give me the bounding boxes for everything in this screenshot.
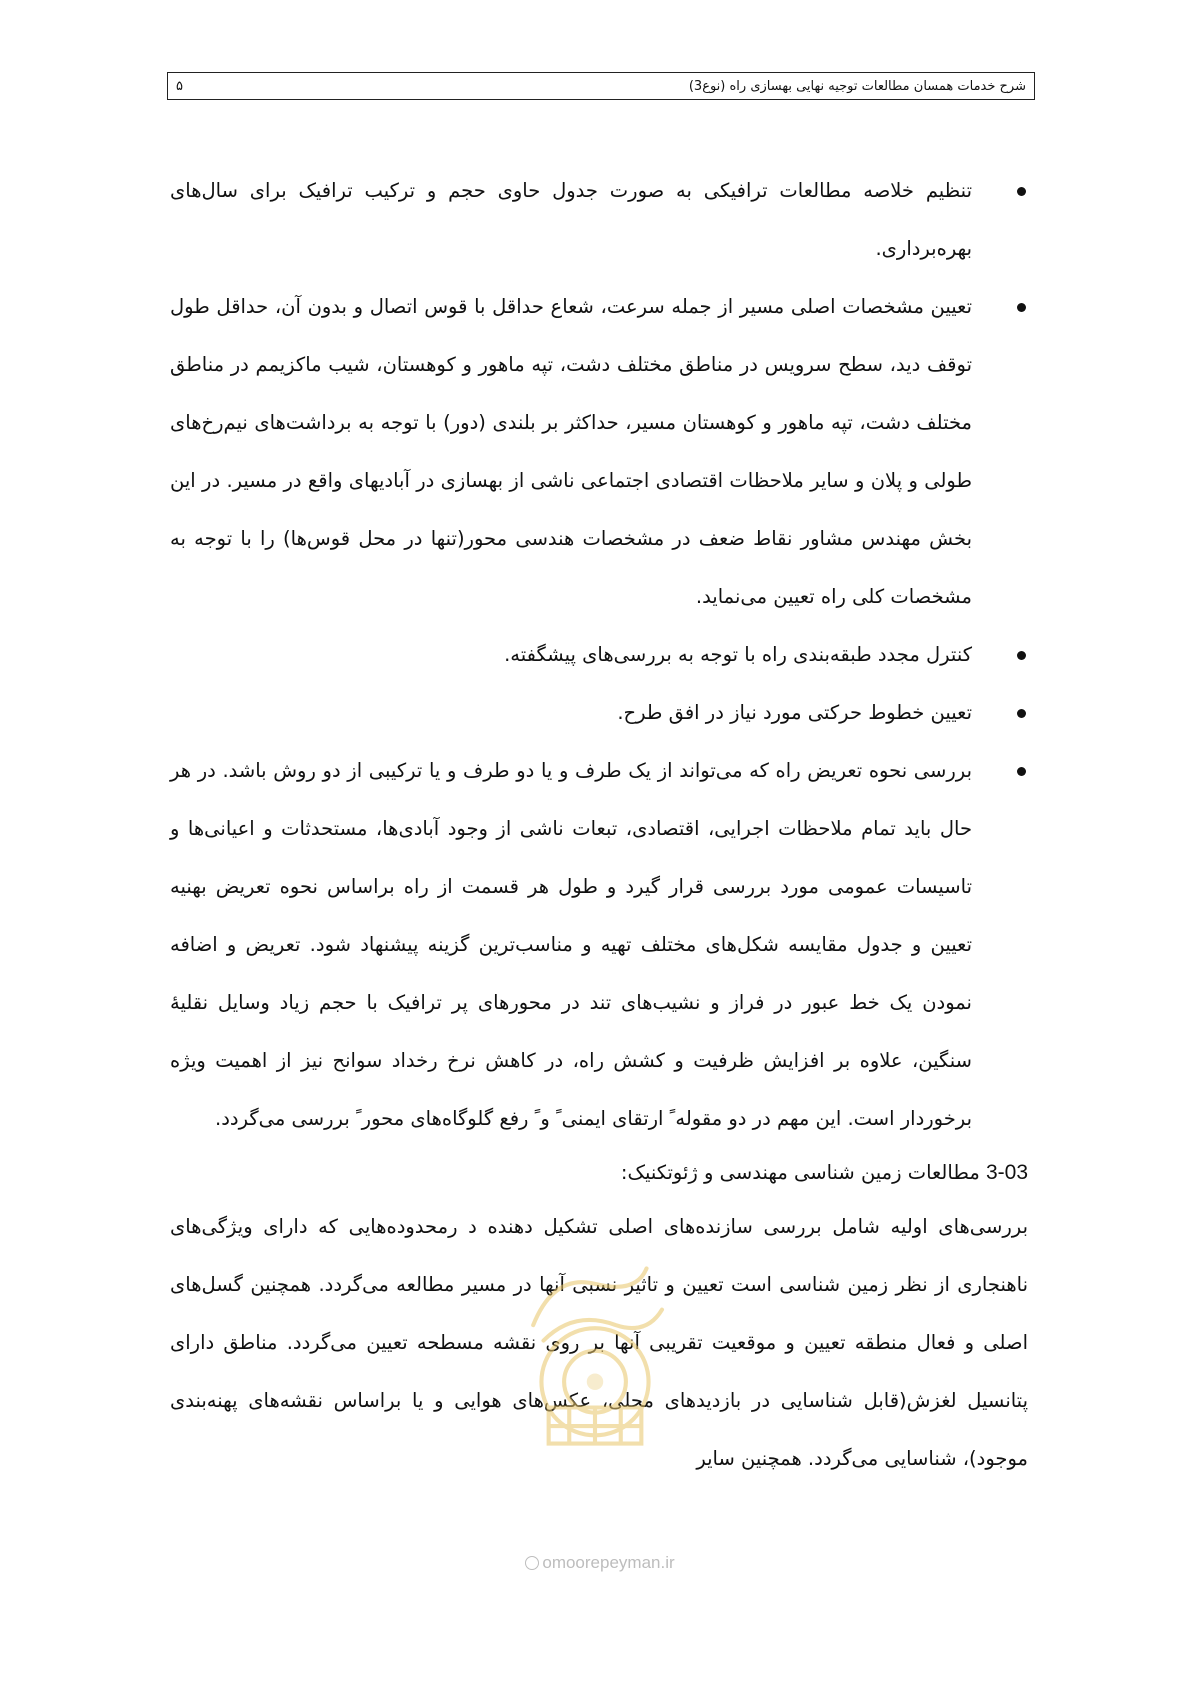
document-body (170, 162, 1028, 1488)
bullet-icon (1017, 709, 1026, 718)
bullet-icon (1017, 303, 1026, 312)
bullet-text: کنترل مجدد طبقه‌بندی راه با توجه به بررسی‌های پیشگفته. (504, 643, 972, 666)
section-heading (170, 1148, 1028, 1198)
watermark-url (500, 1553, 700, 1573)
section-number: 3-03 (985, 1161, 1028, 1184)
section-title: مطالعات زمین شناسی مهندسی و ژئوتکنیک: (620, 1161, 980, 1184)
globe-icon (525, 1556, 539, 1570)
bullet-icon (1017, 187, 1026, 196)
bullet-item (170, 162, 1028, 278)
bullet-icon (1017, 651, 1026, 660)
bullet-text: تنظیم خلاصه مطالعات ترافیکی به صورت جدول حاوی حجم و ترکیب ترافیک برای سال‌های بهره‌برداری. (170, 179, 972, 260)
bullet-icon (1017, 767, 1026, 776)
bullet-text: تعیین خطوط حرکتی مورد نیاز در افق طرح. (617, 701, 972, 724)
body-paragraph: بررسی‌های اولیه شامل بررسی سازنده‌های اصلی تشکیل دهنده د رمحدوده‌هایی که دارای ویژگی‌های ناهنجاری از نظر زمین شناسی است تعیین و تاثیر نسبی آنها در مسیر مطالعه می‌گردد. همچنین گسل‌های اصلی و فعال منطقه تعیین و موقعیت تقریبی آنها بر روی نقشه مسطحه تعیین می‌گردد. مناطق دارای پتانسیل لغزش(قابل شناسایی در بازدیدهای محلی، عکس‌های هوایی و یا براساس نقشه‌های پهنه‌بندی موجود)، شناسایی می‌گردد. همچنین سایر (170, 1215, 1028, 1470)
page-header (167, 72, 1035, 100)
bullet-list (170, 162, 1028, 1148)
bullet-item (170, 626, 1028, 684)
bullet-item (170, 278, 1028, 626)
page-number: ۵ (176, 78, 183, 94)
bullet-item (170, 742, 1028, 1148)
bullet-text: تعیین مشخصات اصلی مسیر از جمله سرعت، شعاع حداقل با قوس اتصال و بدون آن، حداقل طول توقف دید، سطح سرویس در مناطق مختلف دشت، تپه ماهور و کوهستان، شیب ماکزیمم در مناطق مختلف دشت، تپه ماهور و کوهستان مسیر، حداکثر بر بلندی (دور) با توجه به برداشت‌های نیم‌رخ‌های طولی و پلان و سایر ملاحظات اقتصادی اجتماعی ناشی از بهسازی در آبادیهای واقع در مسیر. در این بخش مهندس مشاور نقاط ضعف در مشخصات هندسی محور(تنها در محل قوس‌ها) را با توجه به مشخصات کلی راه تعیین می‌نماید. (170, 295, 972, 608)
bullet-item (170, 684, 1028, 742)
bullet-text: بررسی نحوه تعریض راه که می‌تواند از یک طرف و یا دو طرف و یا ترکیبی از دو روش باشد. در هر حال باید تمام ملاحظات اجرایی، اقتصادی، تبعات ناشی از وجود آبادی‌ها، مستحدثات و اعیانی‌ها و تاسیسات عمومی مورد بررسی قرار گیرد و طول هر قسمت از راه براساس نحوه تعریض بهنیه تعیین و جدول مقایسه شکل‌های مختلف تهیه و مناسب‌ترین گزینه پیشنهاد شود. تعریض و اضافه نمودن یک خط عبور در فراز و نشیب‌های تند در محورهای پر ترافیک با حجم زیاد وسایل نقلیهٔ سنگین، علاوه بر افزایش ظرفیت و کشش راه، در کاهش نرخ رخداد سوانح نیز از اهمیت ویژه برخوردار است. این مهم در دو مقوله ً ارتقای ایمنی ً و ً رفع گلوگاه‌های محور ً بررسی می‌گردد. (170, 759, 972, 1130)
watermark-url-text: omoorepeyman.ir (542, 1553, 675, 1572)
document-title: شرح خدمات همسان مطالعات توجیه نهایی بهسازی راه (نوع3) (688, 78, 1026, 94)
